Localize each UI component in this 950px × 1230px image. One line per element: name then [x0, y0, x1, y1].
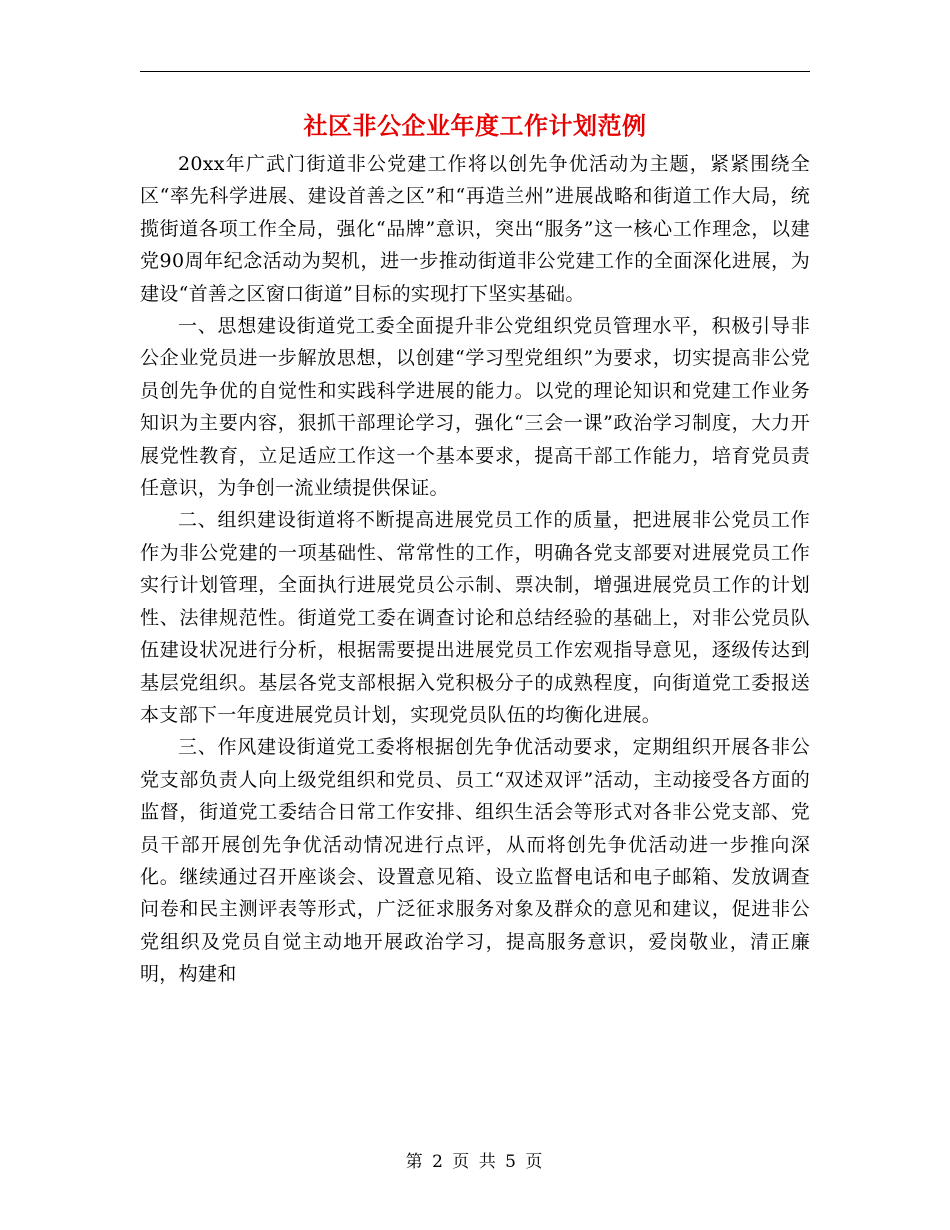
- paragraph-intro: 20xx年广武门街道非公党建工作将以创先争优活动为主题，紧紧围绕全区“率先科学进展、建设首善之区”和“再造兰州”进展战略和街道工作大局，统揽街道各项工作全局，强化“品牌”意识，突出“服务”这一核心工作理念，以建党90周年纪念活动为契机，进一步推动街道非公党建工作的全面深化进展，为建设“首善之区窗口街道”目标的实现打下坚实基础。: [140, 153, 810, 305]
- page-number-footer: 第 2 页 共 5 页: [405, 1152, 545, 1172]
- header-rule: [140, 71, 810, 72]
- document-title: 社区非公企业年度工作计划范例: [303, 112, 647, 140]
- paragraph-ideology: 一、思想建设街道党工委全面提升非公党组织党员管理水平，积极引导非公企业党员进一步解放思想，以创建“学习型党组织”为要求，切实提高非公党员创先争优的自觉性和实践科学进展的能力。以党的理论知识和党建工作业务知识为主要内容，狠抓干部理论学习，强化“三会一课”政治学习制度，大力开展党性教育，立足适应工作这一个基本要求，提高干部工作能力，培育党员责任意识，为争创一流业绩提供保证。: [140, 315, 810, 500]
- paragraph-organization: 二、组织建设街道将不断提高进展党员工作的质量，把进展非公党员工作作为非公党建的一项基础性、常常性的工作，明确各党支部要对进展党员工作实行计划管理，全面执行进展党员公示制、票决制，增强进展党员工作的计划性、法律规范性。街道党工委在调查讨论和总结经验的基础上，对非公党员队伍建设状况进行分析，根据需要提出进展党员工作宏观指导意见，逐级传达到基层党组织。基层各党支部根据入党积极分子的成熟程度，向街道党工委报送本支部下一年度进展党员计划，实现党员队伍的均衡化进展。: [140, 509, 810, 726]
- paragraph-work-style: 三、作风建设街道党工委将根据创先争优活动要求，定期组织开展各非公党支部负责人向上级党组织和党员、员工“双述双评”活动，主动接受各方面的监督，街道党工委结合日常工作安排、组织生活会等形式对各非公党支部、党员干部开展创先争优活动情况进行点评，从而将创先争优活动进一步推向深化。继续通过召开座谈会、设置意见箱、设立监督电话和电子邮箱、发放调查问卷和民主测评表等形式，广泛征求服务对象及群众的意见和建议，促进非公党组织及党员自觉主动地开展政治学习，提高服务意识，爱岗敬业，清正廉明，构建和: [140, 736, 810, 986]
- document-body: [140, 148, 810, 991]
